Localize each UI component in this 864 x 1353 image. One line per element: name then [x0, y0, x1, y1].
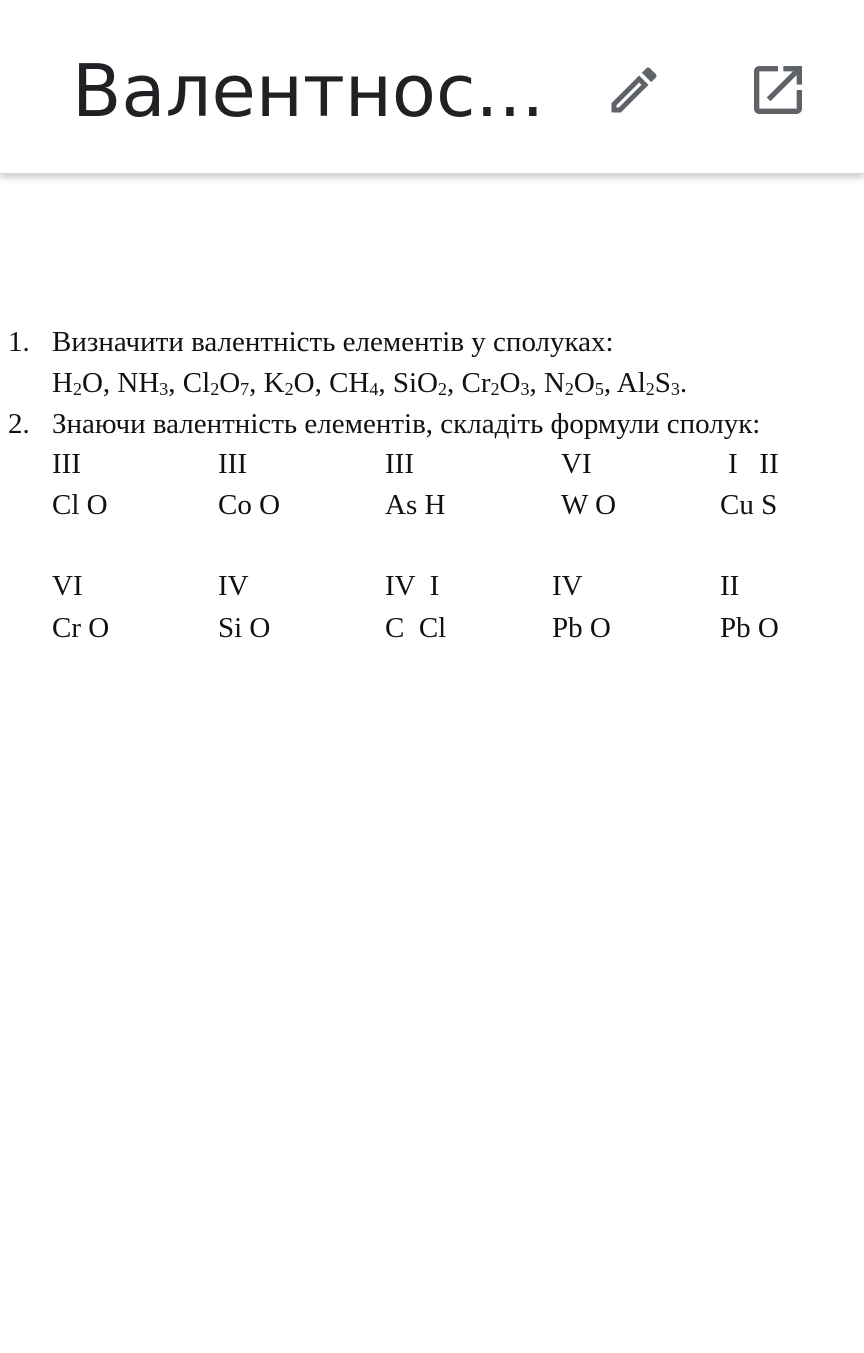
chemical-formula: $N_2O_5$: [543, 367, 604, 399]
chemical-formula: SiO$_2$: [392, 367, 447, 399]
pair-r1-c2: Co O: [218, 489, 281, 521]
pencil-icon: [604, 60, 664, 120]
valence-r1-c1: III: [52, 448, 81, 480]
pair-r2-c5: Pb O: [720, 612, 779, 644]
chemical-formula: $Cr_2O_3$: [461, 367, 530, 399]
chemical-formula: $Al_2S_3$: [616, 367, 680, 399]
question-2-number: 2.: [8, 408, 30, 440]
pair-r1-c4: W O: [561, 489, 617, 521]
open-in-new-icon: [746, 58, 810, 122]
document-title: Валентнос...: [72, 49, 545, 133]
chemical-formula: $K_2O$: [263, 367, 315, 399]
pair-r2-c4: Pb O: [552, 612, 611, 644]
valence-r2-c4: IV: [552, 570, 583, 602]
valence-r1-c4: VI: [561, 448, 592, 480]
valence-r2-c3: IV I: [385, 570, 440, 602]
pair-r1-c1: Cl O: [52, 489, 108, 521]
pair-r2-c3: C Cl: [385, 612, 447, 644]
valence-r2-c1: VI: [52, 570, 83, 602]
question-1-number: 1.: [8, 326, 30, 358]
edit-button[interactable]: [602, 58, 666, 122]
valence-r2-c5: II: [720, 570, 740, 602]
question-2-text: Знаючи валентність елементів, складіть формули сполук:: [52, 408, 761, 440]
valence-r2-c2: IV: [218, 570, 249, 602]
pair-r1-c5: Cu S: [720, 489, 778, 521]
pair-r2-c2: Si O: [218, 612, 271, 644]
chemical-formula: $NH_3$: [117, 367, 169, 399]
valence-r1-c3: III: [385, 448, 414, 480]
chemical-formula: $Cl_2O_7$: [182, 367, 250, 399]
question-1-text: Визначити валентність елементів у сполуках:: [52, 326, 614, 358]
app-header: [0, 0, 864, 174]
question-1-formulas: $H_2O$, $NH_3$, $Cl_2O_7$, $K_2O$, $CH_4$, SiO$_2$, $Cr_2O_3$, $N_2O_5$, $Al_2S_3$.: [52, 367, 688, 399]
valence-r1-c5: I II: [728, 448, 779, 480]
open-in-new-button[interactable]: [746, 58, 810, 122]
valence-r1-c2: III: [218, 448, 247, 480]
chemical-formula: $CH_4$: [329, 367, 379, 399]
pair-r2-c1: Cr O: [52, 612, 110, 644]
pair-r1-c3: As H: [385, 489, 446, 521]
chemical-formula: $H_2O$: [52, 367, 103, 399]
